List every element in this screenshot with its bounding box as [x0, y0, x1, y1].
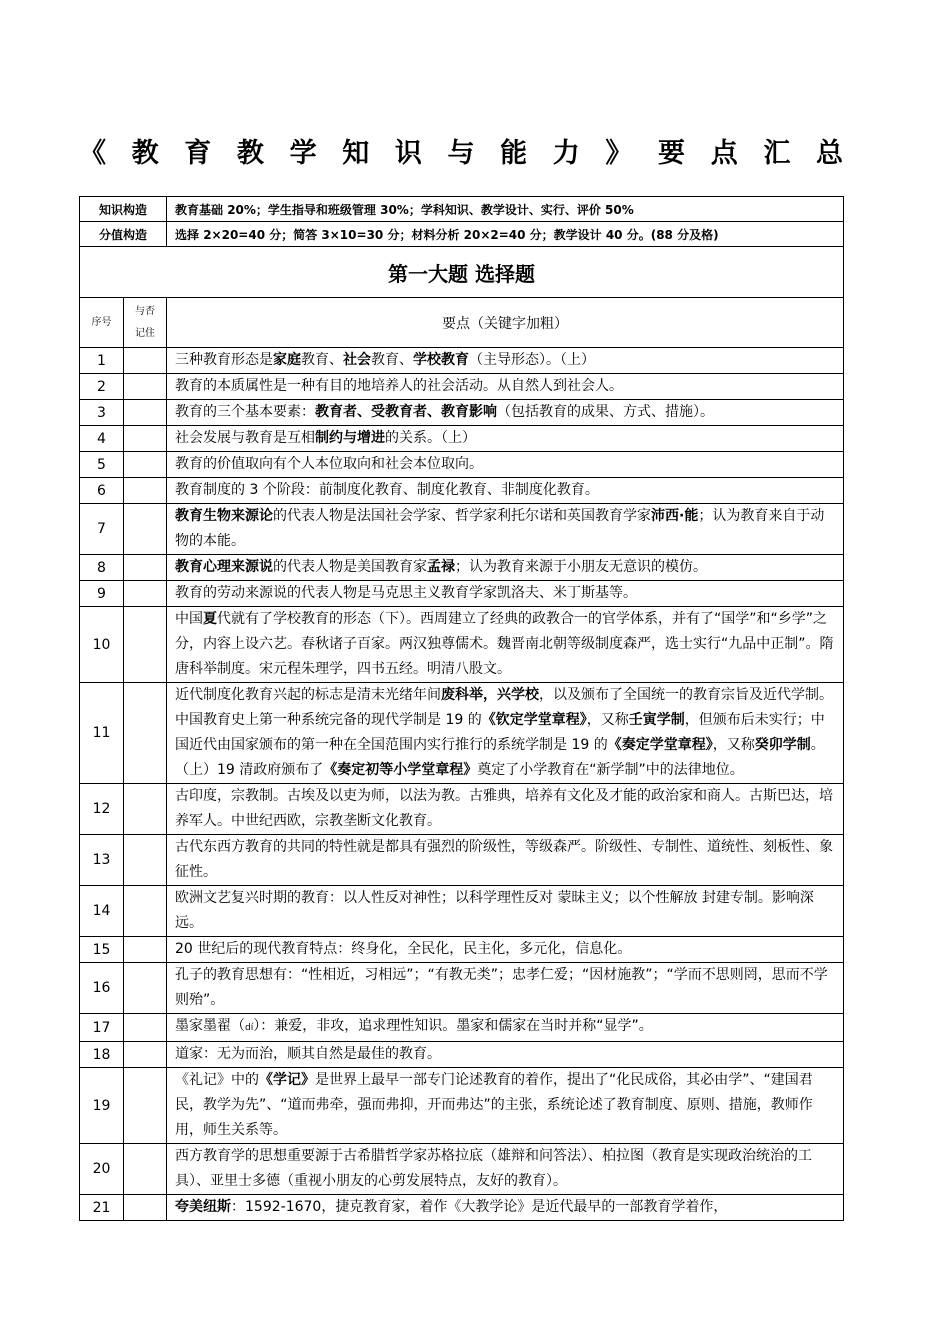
table-row	[80, 478, 844, 504]
table-row	[80, 504, 844, 555]
key-point-segment: 教育的本质属性是一种有目的地培养人的社会活动。从自然人到社会人。	[175, 378, 624, 394]
key-point-segment: 西方教育学的思想重要源于古希腊哲学家苏格拉底（雄辩和问答法）、柏拉图（教育是实现政治统治的工具）、亚里士多德（重视小朋友的心剪发展特点，友好的教育）。	[175, 1148, 813, 1189]
key-point-bold: 《钦定学堂章程》	[481, 712, 587, 728]
row-number: 3	[80, 400, 124, 426]
key-point-text	[167, 504, 844, 555]
title-char: 能	[500, 137, 528, 169]
section-title-row	[80, 247, 844, 298]
remembered-cell[interactable]	[124, 1144, 167, 1195]
table-row	[80, 683, 844, 784]
key-point-segment: 的关系。（上）	[385, 430, 477, 446]
key-point-segment: 中国	[175, 611, 204, 627]
key-point-text	[167, 1068, 844, 1144]
knowledge-structure-row	[80, 197, 844, 222]
key-point-segment: 三种教育形态是	[175, 352, 274, 368]
title-char: 学	[289, 137, 317, 169]
key-point-segment: 古印度，宗教制。古埃及以吏为师，以法为教。古雅典，培养有文化及才能的政治家和商人。古斯巴达，培养军人。中世纪西欧，宗教垄断文化教育。	[175, 788, 834, 829]
title-char: 育	[184, 137, 212, 169]
key-point-segment: ，以及颁布了全国统一的教育宗旨及近代学制。中国教育史上第一种系统完备的现代学制是 19 的	[175, 687, 834, 728]
knowledge-structure-label: 知识构造	[80, 197, 167, 222]
key-point-bold: 《奏定初等小学堂章程》	[323, 762, 478, 778]
row-number: 15	[80, 937, 124, 963]
key-point-bold: 教育心理来源说	[175, 559, 274, 575]
table-row	[80, 374, 844, 400]
key-point-text	[167, 452, 844, 478]
key-point-segment: dí	[245, 1023, 254, 1033]
remembered-cell[interactable]	[124, 504, 167, 555]
key-point-bold: 社会	[343, 352, 372, 368]
key-point-text	[167, 478, 844, 504]
key-point-segment: 道家：无为而治，顺其自然是最佳的教育。	[175, 1046, 442, 1062]
key-point-text	[167, 835, 844, 886]
key-point-segment: 教育、	[301, 352, 344, 368]
key-point-segment: ，又称	[586, 712, 629, 728]
row-number: 9	[80, 581, 124, 607]
row-number: 20	[80, 1144, 124, 1195]
remembered-cell[interactable]	[124, 374, 167, 400]
table-row	[80, 607, 844, 683]
row-number: 5	[80, 452, 124, 478]
key-point-text	[167, 555, 844, 581]
remembered-cell[interactable]	[124, 581, 167, 607]
remembered-cell[interactable]	[124, 348, 167, 374]
row-number: 7	[80, 504, 124, 555]
remembered-cell[interactable]	[124, 1014, 167, 1042]
table-row	[80, 784, 844, 835]
key-point-text	[167, 400, 844, 426]
key-point-segment: ，又称	[712, 737, 755, 753]
table-row	[80, 1042, 844, 1068]
remembered-cell[interactable]	[124, 607, 167, 683]
key-point-segment: 20 世纪后的现代教育特点：终身化，全民化，民主化，多元化，信息化。	[175, 941, 632, 957]
remembered-cell[interactable]	[124, 937, 167, 963]
key-point-bold: 教育生物来源论	[175, 508, 274, 524]
document-title	[79, 128, 843, 172]
table-row	[80, 426, 844, 452]
table-row	[80, 835, 844, 886]
row-number: 12	[80, 784, 124, 835]
key-point-segment: ；认为教育来自于动物的本能。	[175, 508, 825, 549]
table-row	[80, 348, 844, 374]
key-point-text	[167, 374, 844, 400]
key-point-text	[167, 963, 844, 1014]
key-point-bold: 教育者、受教育者、教育影响	[315, 404, 498, 420]
row-number: 1	[80, 348, 124, 374]
column-header-no: 序号	[80, 298, 124, 348]
title-char: 力	[552, 137, 580, 169]
knowledge-structure-value: 教育基础 20%；学生指导和班级管理 30%；学科知识、教学设计、实行、评价 50%	[167, 197, 844, 222]
key-point-segment: 社会发展与教育是互相	[175, 430, 316, 446]
table-row	[80, 937, 844, 963]
title-char: 知	[342, 137, 370, 169]
key-point-bold: 学校教育	[413, 352, 470, 368]
remembered-cell[interactable]	[124, 452, 167, 478]
key-point-bold: 《奏定学堂章程》	[607, 737, 713, 753]
table-row	[80, 963, 844, 1014]
key-point-segment: 墨家墨翟（	[175, 1018, 246, 1034]
key-point-text	[167, 1042, 844, 1068]
remembered-cell[interactable]	[124, 1042, 167, 1068]
summary-table	[79, 196, 844, 1221]
key-point-text	[167, 683, 844, 784]
row-number: 18	[80, 1042, 124, 1068]
key-point-text	[167, 1144, 844, 1195]
key-point-segment: ，但颁布后未实行；中国近代由国家颁布的第一种在全国范围内实行推行的系统学制是 19 的	[175, 712, 825, 753]
row-number: 13	[80, 835, 124, 886]
key-point-text	[167, 886, 844, 937]
remembered-cell[interactable]	[124, 784, 167, 835]
key-point-segment: （包括教育的成果、方式、措施）。	[497, 404, 715, 420]
table-row	[80, 1068, 844, 1144]
key-point-bold: 孟禄	[427, 559, 456, 575]
remembered-cell[interactable]	[124, 555, 167, 581]
score-structure-value: 选择 2×20=40 分；简答 3×10=30 分；材料分析 20×2=40 分；教学设计 40 分。(88 分及格)	[167, 222, 844, 247]
row-number: 10	[80, 607, 124, 683]
row-number: 19	[80, 1068, 124, 1144]
key-point-text	[167, 607, 844, 683]
title-char: 汇	[763, 137, 791, 169]
key-point-text	[167, 1195, 844, 1221]
row-number: 14	[80, 886, 124, 937]
table-row	[80, 452, 844, 478]
key-point-text	[167, 426, 844, 452]
key-point-segment: 教育的劳动来源说的代表人物是马克思主义教育学家凯洛夫、米丁斯基等。	[175, 585, 638, 601]
table-row	[80, 1195, 844, 1221]
title-char: 要	[658, 137, 686, 169]
key-point-bold: 壬寅学制	[628, 712, 685, 728]
key-point-bold: 《学记》	[259, 1072, 316, 1088]
key-point-segment: 。（上）19 清政府颁布了	[175, 737, 825, 778]
key-point-text	[167, 937, 844, 963]
key-point-segment: 是世界上最早一部专门论述教育的着作，提出了“化民成俗，其必由学”、“建国君民，教学为先”、“道而弗牵，强而弗抑，开而弗达”的主张，系统论述了教育制度、原则、措施，教师作用，师生关系等。	[175, 1072, 813, 1138]
table-row	[80, 555, 844, 581]
remembered-cell[interactable]	[124, 1068, 167, 1144]
row-number: 4	[80, 426, 124, 452]
row-number: 11	[80, 683, 124, 784]
score-structure-row	[80, 222, 844, 247]
title-char: 总	[815, 137, 843, 169]
remembered-cell[interactable]	[124, 1195, 167, 1221]
key-point-segment: 《礼记》中的	[175, 1072, 260, 1088]
table-row	[80, 1144, 844, 1195]
remembered-cell[interactable]	[124, 683, 167, 784]
key-point-segment: 奠定了小学教育在“新学制”中的法律地位。	[477, 762, 744, 778]
table-row	[80, 1014, 844, 1042]
title-char: 识	[394, 137, 422, 169]
remembered-cell[interactable]	[124, 426, 167, 452]
key-point-text	[167, 1014, 844, 1042]
row-number: 16	[80, 963, 124, 1014]
key-point-segment: 教育、	[371, 352, 414, 368]
row-number: 2	[80, 374, 124, 400]
key-point-text	[167, 784, 844, 835]
key-point-segment: 孔子的教育思想有：“性相近，习相远”；“有教无类”；忠孝仁爱；“因材施教”；“学而不思则罔，思而不学则殆”。	[175, 967, 828, 1008]
key-point-segment: 古代东西方教育的共同的特性就是都具有强烈的阶级性，等级森严。阶级性、专制性、道统性、刻板性、象征性。	[175, 839, 834, 880]
key-point-segment: ；认为教育来源于小朋友无意识的模仿。	[455, 559, 708, 575]
key-point-bold: 癸卯学制	[754, 737, 811, 753]
key-point-bold: 夏	[203, 611, 218, 627]
section-title: 第一大题 选择题	[80, 247, 844, 298]
table-row	[80, 400, 844, 426]
key-point-segment: （主导形态）。（上）	[469, 352, 596, 368]
key-point-bold: 沛西·能	[651, 508, 699, 524]
column-header-key-points: 要点（关键字加粗）	[167, 298, 844, 348]
remembered-cell[interactable]	[124, 400, 167, 426]
key-point-bold: 夸美纽斯	[175, 1199, 232, 1215]
key-point-segment: 教育制度的 3 个阶段：前制度化教育、制度化教育、非制度化教育。	[175, 482, 599, 498]
row-number: 8	[80, 555, 124, 581]
remembered-cell[interactable]	[124, 963, 167, 1014]
column-header-remembered-line2: 记住	[135, 327, 155, 339]
row-number: 21	[80, 1195, 124, 1221]
key-point-segment: 的代表人物是法国社会学家、哲学家利托尔诺和英国教育学家	[273, 508, 652, 524]
key-point-segment: 欧洲文艺复兴时期的教育：以人性反对神性；以科学理性反对 蒙昧主义；以个性解放 封建专制。影响深远。	[175, 890, 814, 931]
column-header-remembered-line1: 与否	[135, 305, 155, 317]
remembered-cell[interactable]	[124, 835, 167, 886]
column-header-row	[80, 298, 844, 348]
column-header-remembered	[124, 298, 167, 348]
key-point-segment: 教育的价值取向有个人本位取向和社会本位取向。	[175, 456, 484, 472]
remembered-cell[interactable]	[124, 886, 167, 937]
key-point-segment: 教育的三个基本要素：	[175, 404, 316, 420]
key-point-bold: 制约与增进	[315, 430, 386, 446]
key-point-text	[167, 581, 844, 607]
title-char: 与	[447, 137, 475, 169]
title-char: 》	[605, 137, 633, 169]
title-char: 教	[236, 137, 264, 169]
row-number: 17	[80, 1014, 124, 1042]
key-point-bold: 家庭	[273, 352, 302, 368]
title-char: 《	[79, 137, 106, 169]
remembered-cell[interactable]	[124, 478, 167, 504]
title-char: 点	[710, 137, 738, 169]
score-structure-label: 分值构造	[80, 222, 167, 247]
key-point-text	[167, 348, 844, 374]
key-point-bold: 废科举，兴学校	[441, 687, 540, 703]
key-point-segment: ）：兼爱，非攻，追求理性知识。墨家和儒家在当时并称“显学”。	[253, 1018, 653, 1034]
key-point-segment: 近代制度化教育兴起的标志是清末光绪年间	[175, 687, 442, 703]
key-point-segment: ：1592-1670，捷克教育家，着作《大教学论》是近代最早的一部教育学着作，	[231, 1199, 728, 1215]
key-point-segment: 的代表人物是美国教育家	[273, 559, 428, 575]
row-number: 6	[80, 478, 124, 504]
table-row	[80, 886, 844, 937]
table-row	[80, 581, 844, 607]
title-char: 教	[131, 137, 159, 169]
key-point-segment: 代就有了学校教育的形态（下）。西周建立了经典的政教合一的官学体系，并有了“国学”和“乡学”之分，内容上设六艺。春秋诸子百家。两汉独尊儒术。魏晋南北朝等级制度森严，选士实行“九品中正制”。隋唐科举制度。宋元程朱理学，四书五经。明清八股文。	[175, 611, 834, 677]
